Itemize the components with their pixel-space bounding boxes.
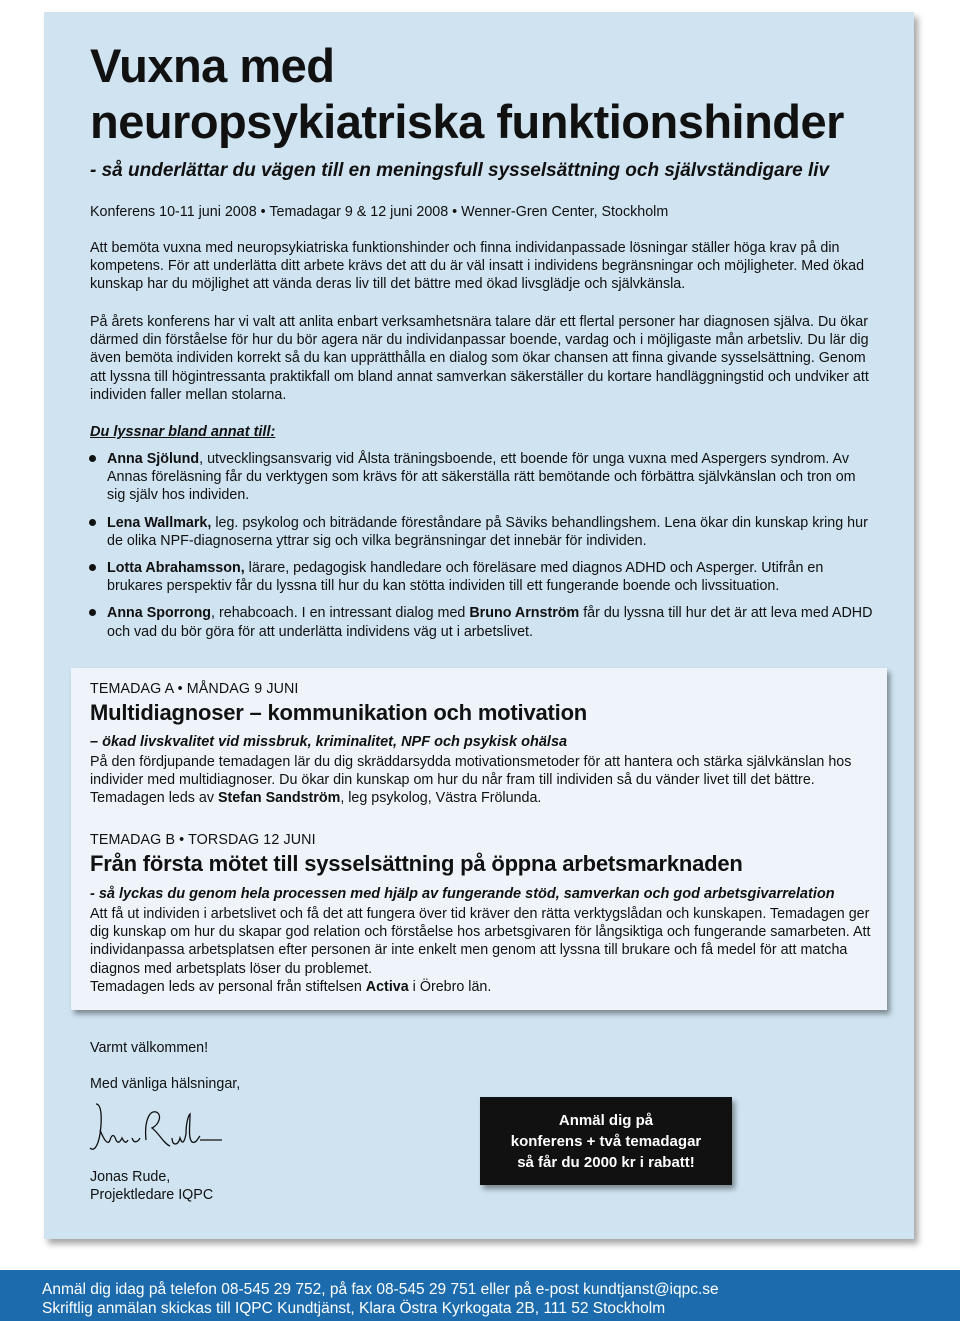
speaker-description: lärare, pedagogisk handledare och föreläsare med diagnos ADHD och Asperger. Utifrån en brukares perspektiv får du lyssna till hur du kan stötta individen till ett fungerande boende och livssituation. bbox=[107, 560, 824, 595]
footer-contact-line: Anmäl dig idag på telefon 08-545 29 752, på fax 08-545 29 751 eller på e-post kundtjanst@iqpc.se bbox=[42, 1281, 719, 1298]
sender-role: Projektledare IQPC bbox=[90, 1187, 214, 1203]
theme-a-leader-name: Stefan Sandström bbox=[217, 790, 341, 807]
title-line-2: neuropsykiatriska funktionshinder bbox=[90, 95, 844, 148]
speaker-name: Lotta Abrahamsson, bbox=[107, 560, 245, 577]
sender-name: Jonas Rude, bbox=[90, 1169, 171, 1185]
registration-line-2: konferens + två temadagar bbox=[510, 1132, 702, 1150]
theme-b-leader-prefix: Temadagen leds av personal från stiftelsen bbox=[90, 978, 366, 995]
page-title bbox=[90, 38, 890, 150]
speaker-description: , rehabcoach. I en intressant dialog med bbox=[211, 605, 470, 622]
bullet-icon bbox=[89, 564, 96, 571]
theme-a-leader-prefix: Temadagen leds av bbox=[90, 790, 218, 807]
theme-b-leader-suffix: i Örebro län. bbox=[408, 978, 492, 995]
theme-b-body: Att få ut individen i arbetslivet och få det att fungera över tid kräver den rätta verktygslådan och kunskapen. Temadagen ger dig kunskap om hur du skapar god relation och förståelse hos arbetsgivaren för långsiktiga och fungerande samarbeten. Att individanpassa arbetsplatsen efter personen är inte enkelt men genom att lyssna till brukare och få medel för att matcha diagnos med arbetsplats löser du problemet. bbox=[90, 906, 871, 977]
footer-address-line: Skriftlig anmälan skickas till IQPC Kundtjänst, Klara Östra Kyrkogata 2B, 111 52 Stockholm bbox=[42, 1300, 666, 1317]
speaker-description-cont: får du lyssna till hur det är att leva med ADHD och vad du bör göra för att underlätta individens väg ut i arbetslivet. bbox=[107, 605, 873, 640]
theme-b-subtitle: - så lyckas du genom hela processen med hjälp av fungerande stöd, samverkan och god arbetsgivarrelation bbox=[90, 886, 835, 902]
intro-paragraph-1: Att bemöta vuxna med neuropsykiatriska funktionshinder och finna individanpassade lösningar ställer höga krav på din kompetens. För att underlätta ditt arbete krävs det att du är väl insatt i individens begränsningar och möjligheter. Med ökad kunskap har du möjlighet att vända deras liv till det bättre med ökad livsglädje och självkänsla. bbox=[90, 240, 865, 293]
welcome-text: Varmt välkommen! bbox=[90, 1040, 209, 1056]
theme-a-title: Multidiagnoser – kommunikation och motivation bbox=[90, 700, 588, 725]
bullet-icon bbox=[89, 519, 96, 526]
title-line-1: Vuxna med bbox=[90, 39, 335, 92]
event-info: Konferens 10-11 juni 2008 • Temadagar 9 & 12 juni 2008 • Wenner-Gren Center, Stockholm bbox=[90, 204, 669, 220]
registration-line-1: Anmäl dig på bbox=[558, 1111, 654, 1129]
theme-a-body: På den fördjupande temadagen lär du dig skräddarsydda motivationsmetoder för att hantera och stärka självkänslan hos individer med multidiagnoser. Du ökar din kunskap om hur du når fram till individen så du vänder livet till det bättre. bbox=[90, 754, 852, 789]
bullet-icon bbox=[89, 455, 96, 462]
signature-image bbox=[88, 1100, 228, 1164]
speaker-item bbox=[86, 514, 876, 550]
theme-a-subtitle: – ökad livskvalitet vid missbruk, kriminalitet, NPF och psykisk ohälsa bbox=[90, 734, 568, 750]
speaker-description: , utvecklingsansvarig vid Ålsta träningsboende, ett boende för unga vuxna med Aspergers syndrom. Av Annas föreläsning får du verktygen som krävs för att säkerställa rätt bemötande och förbättra självkänslan och tron om sig själv hos individen. bbox=[107, 451, 856, 504]
speaker-name-secondary: Bruno Arnström bbox=[469, 605, 580, 622]
contact-footer bbox=[0, 1270, 960, 1321]
speaker-description: leg. psykolog och biträdande föreståndare på Säviks behandlingshem. Lena ökar din kunskap kring hur de olika NPF-diagnoserna yttrar sig och vilka begränsningar det innebär för individen. bbox=[107, 514, 868, 549]
theme-a-leader bbox=[90, 789, 875, 807]
speaker-item bbox=[86, 604, 876, 640]
theme-day-a bbox=[90, 681, 875, 808]
speaker-list bbox=[86, 450, 876, 650]
speaker-name: Anna Sporrong bbox=[107, 605, 212, 622]
bullet-icon bbox=[89, 609, 96, 616]
theme-day-b bbox=[90, 832, 875, 996]
speakers-heading: Du lyssnar bland annat till: bbox=[90, 424, 276, 440]
page-subtitle: - så underlättar du vägen till en meningsfull sysselsättning och självständigare liv bbox=[90, 160, 830, 181]
theme-b-leader-name: Activa bbox=[365, 978, 409, 995]
theme-b-kicker: TEMADAG B • TORSDAG 12 JUNI bbox=[90, 832, 316, 848]
registration-line-3: så får du 2000 kr i rabatt! bbox=[517, 1153, 695, 1171]
registration-callout bbox=[480, 1097, 732, 1185]
theme-b-leader bbox=[90, 978, 875, 996]
theme-b-title: Från första mötet till sysselsättning på öppna arbetsmarknaden bbox=[90, 851, 743, 876]
speaker-name: Lena Wallmark, bbox=[107, 514, 212, 531]
intro-paragraph-2: På årets konferens har vi valt att anlita enbart verksamhetsnära talare där ett flertal personer har diagnosen själva. Du ökar därmed din förståelse för hur du bör agera när du individanpassar boende, vardag och i möjligaste mån arbetsliv. Du lär dig även bemöta individen korrekt så du kan upprätthålla en dialog som ökar chansen att finna givande sysselsättning. Genom att lyssna till högintressanta praktikfall om bland annat samverkan säkerställer du kortare handläggningstid och undviker att individen faller mellan stolarna. bbox=[90, 314, 869, 403]
speaker-name: Anna Sjölund bbox=[107, 451, 200, 467]
speaker-item bbox=[86, 559, 876, 595]
theme-a-kicker: TEMADAG A • MÅNDAG 9 JUNI bbox=[90, 681, 299, 697]
greeting-text: Med vänliga hälsningar, bbox=[90, 1076, 241, 1092]
theme-a-leader-suffix: , leg psykolog, Västra Frölunda. bbox=[340, 790, 542, 807]
speaker-item bbox=[86, 450, 876, 505]
